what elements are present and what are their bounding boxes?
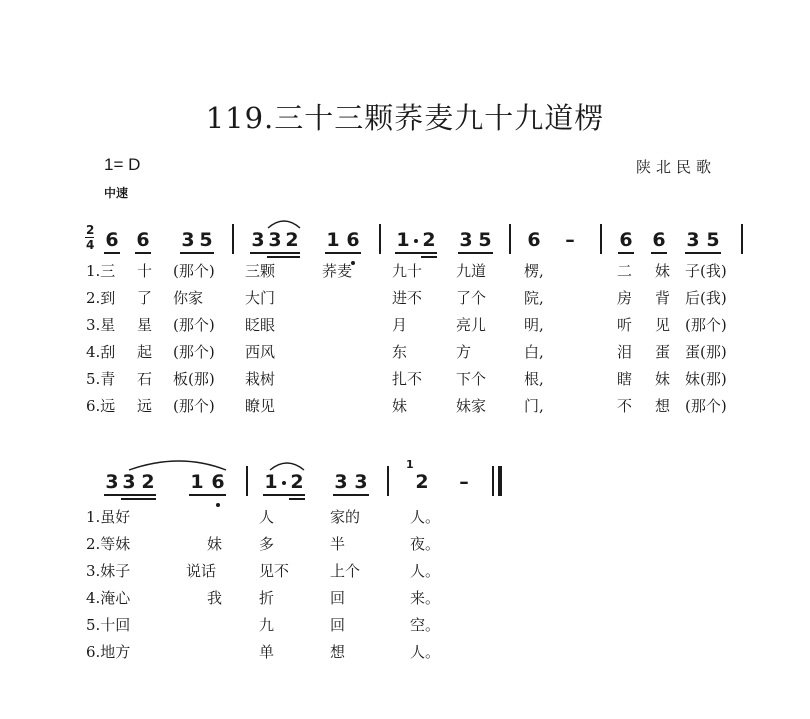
time-signature-bottom: 4	[86, 238, 95, 252]
lyric: 白,	[524, 343, 544, 361]
lyric: 夜。	[410, 535, 441, 553]
lyric: 1.虽好	[86, 508, 131, 526]
lyric: 院,	[524, 289, 544, 307]
lyric: 三颗	[245, 262, 276, 280]
lyric: 3.星	[86, 316, 116, 334]
note: 6	[136, 229, 150, 251]
lyric: (那个)	[173, 397, 215, 415]
lyric: 人	[259, 508, 275, 526]
note: 1	[326, 229, 340, 251]
note: 3	[459, 229, 473, 251]
lyric: 人。	[410, 508, 441, 526]
lyric: (那个)	[173, 316, 215, 334]
note: 6	[619, 229, 633, 251]
grace-note: 1	[406, 458, 414, 471]
note: 6	[527, 229, 541, 251]
lyric: 来。	[410, 589, 441, 607]
note: 1	[264, 471, 278, 493]
key-signature: 1= D	[104, 155, 141, 174]
note: 3	[251, 229, 265, 251]
lyric: 栽树	[245, 370, 276, 388]
lyric: 妹	[207, 535, 223, 553]
lyric: 想	[655, 397, 671, 415]
lyric: 起	[137, 343, 153, 361]
lyric: 月	[392, 316, 408, 334]
lyric: 西风	[245, 343, 276, 361]
lyric: 九道	[456, 262, 487, 280]
lyric: 二	[617, 262, 633, 280]
note: 1	[396, 229, 410, 251]
lyric: 6.远	[86, 397, 116, 415]
lyric: 了	[137, 289, 153, 307]
lyric: 泪	[617, 343, 633, 361]
page-title: 119.三十三颗荞麦九十九道楞	[205, 101, 605, 135]
lyric: 不	[617, 397, 633, 415]
lyric: 回	[330, 616, 346, 634]
lyric: 3.妹子	[86, 562, 131, 580]
lyric: 说话	[186, 562, 217, 580]
note: 6	[346, 229, 360, 251]
lyric: 荞麦	[322, 262, 353, 280]
lyric: 蛋	[655, 343, 671, 361]
lyric: 下个	[456, 370, 487, 388]
lyric: 半	[330, 535, 346, 553]
lyric: 5.十回	[86, 616, 131, 634]
lyric: 板(那)	[173, 370, 215, 388]
note: 2	[415, 471, 429, 493]
lyric: 6.地方	[86, 643, 131, 661]
lyric: 见不	[259, 562, 290, 580]
note: 3	[686, 229, 700, 251]
lyric: (那个)	[173, 343, 215, 361]
lyric: 1.三	[86, 262, 116, 280]
dash: –	[565, 229, 575, 251]
lyric: 妹	[392, 397, 408, 415]
lyric: 根,	[524, 370, 544, 388]
lyric: 折	[259, 589, 275, 607]
lyric: 妹家	[456, 397, 487, 415]
note: 3	[354, 471, 368, 493]
lyric: 子(我)	[685, 262, 727, 280]
lyric: 2.到	[86, 289, 116, 307]
lyric: 4.刮	[86, 343, 116, 361]
note: 3	[105, 471, 119, 493]
song-origin: 陕北民歌	[636, 158, 717, 176]
note: 3	[268, 229, 282, 251]
lyric: 多	[259, 535, 275, 553]
slur	[268, 221, 300, 228]
note: 5	[199, 229, 213, 251]
note: 5	[478, 229, 492, 251]
lyric: 明,	[524, 316, 544, 334]
note: 6	[211, 471, 225, 493]
lyric: 东	[392, 343, 408, 361]
lyric: (那个)	[685, 316, 727, 334]
lyric: 单	[259, 643, 275, 661]
lyric: 楞,	[524, 262, 544, 280]
lyric: 亮儿	[456, 316, 487, 334]
lyric: 人。	[410, 643, 441, 661]
note: 3	[334, 471, 348, 493]
lyric: 见	[655, 316, 671, 334]
lyric: 进不	[392, 289, 423, 307]
lyric: 大门	[245, 289, 276, 307]
lyric: 4.淹心	[86, 589, 131, 607]
lyric: 扎不	[392, 370, 423, 388]
lyric: 家的	[330, 508, 361, 526]
note: 2	[422, 229, 436, 251]
note: 3	[181, 229, 195, 251]
lyric: 想	[330, 643, 346, 661]
lyric: 妹(那)	[685, 370, 727, 388]
lyric: 人。	[410, 562, 441, 580]
note: 2	[290, 471, 304, 493]
lyric: 上个	[330, 562, 361, 580]
lyric: 听	[617, 316, 633, 334]
lyric: 你家	[173, 289, 204, 307]
lyric: 妹	[655, 370, 671, 388]
lyric: 5.青	[86, 370, 116, 388]
lyric: 我	[207, 589, 223, 607]
note: 2	[141, 471, 155, 493]
lyric: 门,	[524, 397, 544, 415]
lyric: 背	[655, 289, 671, 307]
lyric: 了个	[456, 289, 487, 307]
lyric: 瞎	[617, 370, 633, 388]
lyric: 空。	[410, 616, 441, 634]
note: 6	[652, 229, 666, 251]
tempo-marking: 中速	[104, 186, 129, 200]
note: 3	[122, 471, 136, 493]
slur	[129, 461, 226, 470]
lyric: 后(我)	[685, 289, 727, 307]
dash: –	[459, 471, 469, 493]
lyric: 九十	[392, 262, 423, 280]
lyric: 妹	[655, 262, 671, 280]
lyric: 十	[137, 262, 153, 280]
note: 6	[105, 229, 119, 251]
lyric: 方	[456, 343, 472, 361]
lyric: 眨眼	[245, 316, 276, 334]
lyric: (那个)	[173, 262, 215, 280]
lyric: 房	[617, 289, 633, 307]
lyric: 九	[259, 616, 275, 634]
note: 2	[285, 229, 299, 251]
note: 1	[190, 471, 204, 493]
lyric: 石	[137, 370, 153, 388]
slur	[270, 463, 304, 470]
note: 5	[706, 229, 720, 251]
lyric: 远	[137, 397, 153, 415]
lyric: 蛋(那)	[685, 343, 727, 361]
lyric: (那个)	[685, 397, 727, 415]
time-signature-top: 2	[86, 223, 95, 237]
lyric: 2.等妹	[86, 535, 131, 553]
lyric: 星	[137, 316, 153, 334]
lyric: 瞭见	[245, 397, 276, 415]
lyric: 回	[330, 589, 346, 607]
